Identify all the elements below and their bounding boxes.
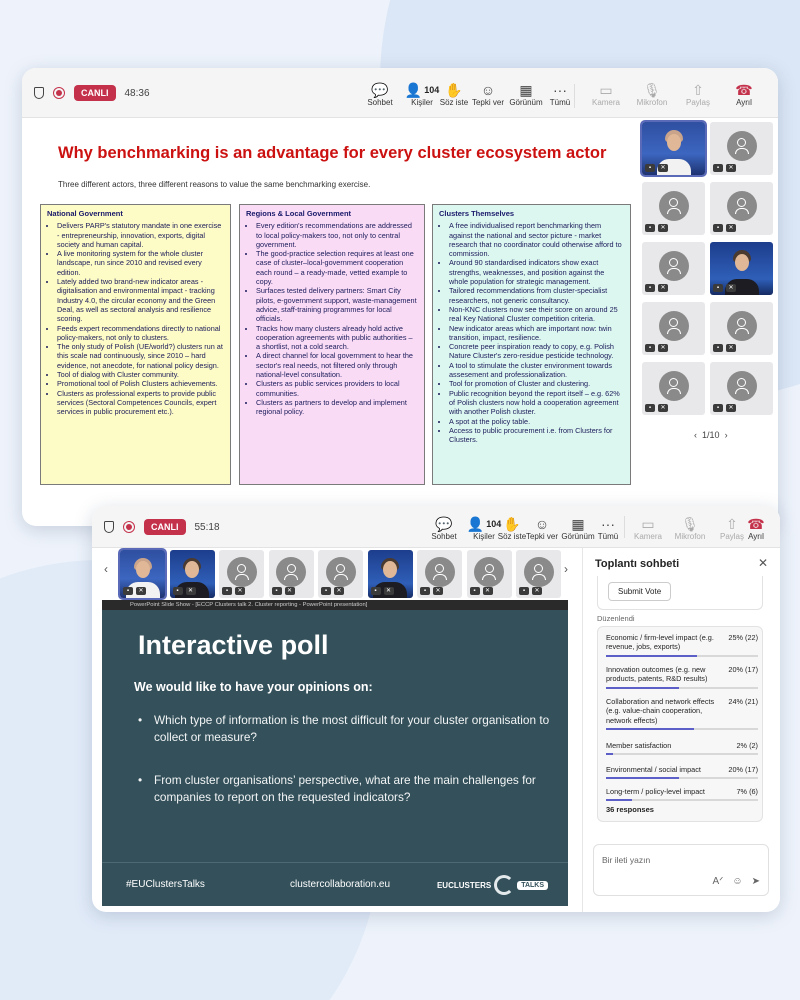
column-heading: National Government xyxy=(47,209,123,218)
participant-tile[interactable] xyxy=(642,362,705,415)
avatar-icon xyxy=(659,311,689,341)
tile-status xyxy=(713,344,736,352)
camera-off-icon: ▪ xyxy=(713,224,723,232)
leave-icon: ☎ xyxy=(735,82,753,98)
bullet-item: • Around 90 standardised indicators show exact strengths, weaknesses, and position against the whole population for strategic management. xyxy=(449,258,624,286)
bullet-item: • Public recognition beyond the report itself – e.g. 62% of Polish clusters now hold a cooperation agreement with another Polish cluster. xyxy=(449,389,624,417)
mic-muted-icon: ✕ xyxy=(433,587,443,595)
camera-off-icon: ▪ xyxy=(645,344,655,352)
camera-icon: ▭ xyxy=(641,516,655,532)
bullet-item: • Delivers PARP's statutory mandate in one exercise - entrepreneurship, innovation, exports, digital society and human capital. xyxy=(57,221,224,249)
poll-option-percent: 7% (6) xyxy=(736,787,758,796)
tile-status xyxy=(321,587,344,595)
participant-tile[interactable] xyxy=(710,242,773,295)
poll-option-bar xyxy=(606,753,758,755)
previous-poll-card xyxy=(597,576,763,610)
mic-muted-icon: ✕ xyxy=(726,284,736,292)
bullet-item: • Feeds expert recommendations directly to national policy-makers, not only to clusters. xyxy=(57,324,224,343)
bullet-item: • Lately added two brand-new indicator areas - digitalisation and environmental impact - tracking Industry 4.0, the circular economy and the Green Deal, as well as sectoral analysis and resilience scoring. xyxy=(57,277,224,323)
participant-tile[interactable] xyxy=(318,550,363,598)
poll-option-bar xyxy=(606,777,758,779)
strip-prev-icon[interactable]: ‹ xyxy=(104,562,108,576)
poll-option-bar-fill xyxy=(606,655,697,657)
chat-label: Sohbet xyxy=(367,98,393,107)
camera-off-icon: ▪ xyxy=(713,344,723,352)
tile-status xyxy=(645,224,668,232)
mic-muted-icon: ✕ xyxy=(186,587,196,595)
participant-tile[interactable] xyxy=(642,122,705,175)
shield-icon[interactable] xyxy=(104,521,114,533)
poll-option-label: Environmental / social impact xyxy=(606,765,701,774)
edited-label: Düzenlendi xyxy=(597,614,635,623)
avatar-icon xyxy=(276,557,306,587)
avatar-icon xyxy=(727,191,757,221)
slide-column xyxy=(432,204,631,485)
share-label: Paylaş xyxy=(685,98,710,107)
participant-tile[interactable] xyxy=(417,550,462,598)
tile-status xyxy=(645,404,668,412)
mic-muted-icon: ✕ xyxy=(334,587,344,595)
more-label: Tümü xyxy=(549,98,571,107)
bullet-item: • A spot at the policy table. xyxy=(449,417,624,426)
camera-off-icon: ▪ xyxy=(645,284,655,292)
mic-label: Mikrofon xyxy=(636,98,668,107)
people-icon: 👤 104 xyxy=(404,82,440,98)
bullet-item: • Promotional tool of Polish Clusters achievements. xyxy=(57,379,224,388)
shared-slide-1 xyxy=(40,120,636,520)
poll-option-label: Collaboration and network effects (e.g. value-chain cooperation, network effects) xyxy=(606,697,715,725)
participant-strip xyxy=(102,548,574,600)
poll-option-label: Innovation outcomes (e.g. new products, patents, R&D results) xyxy=(606,665,708,684)
send-icon[interactable]: ➤ xyxy=(751,876,760,887)
react-icon: ☺ xyxy=(534,516,550,532)
tile-status xyxy=(713,164,736,172)
mic-muted-icon: ✕ xyxy=(726,404,736,412)
bullet-item: • A tool to stimulate the cluster environment towards assesement and professionalization. xyxy=(449,361,624,380)
poll-option-label: Member satisfaction xyxy=(606,741,672,750)
bullet-item: • Tool of dialog with Cluster community. xyxy=(57,370,224,379)
bullet-item: • Non-KNC clusters now see their score on around 25 real Key National Cluster competition criteria. xyxy=(449,305,624,324)
bullet-item: • Concrete peer inspiration ready to copy, e.g. Polish Nature Cluster's zero-residue pesticide technology. xyxy=(449,342,624,361)
bullet-item: • Surfaces tested delivery partners: Smart City pilots, e-government support, waste-management advice, staff-training programmes for local officials. xyxy=(256,286,418,323)
bullet-item: • Every edition's recommendations are addressed to local policy-makers too, not only to central government. xyxy=(256,221,418,249)
mic-button[interactable] xyxy=(632,82,672,107)
avatar-icon xyxy=(474,557,504,587)
more-button[interactable] xyxy=(588,516,628,541)
tile-status xyxy=(713,224,736,232)
emoji-icon[interactable]: ☺ xyxy=(732,876,743,887)
people-label: Kişiler xyxy=(411,98,433,107)
raise-hand-label: Söz iste xyxy=(439,98,469,107)
meeting-window-1 xyxy=(22,68,778,526)
column-bullets xyxy=(439,221,624,444)
mic-muted-icon: ✕ xyxy=(136,587,146,595)
toolbar-separator xyxy=(624,516,625,538)
mic-muted-icon: ✕ xyxy=(235,587,245,595)
poll-option-bar-fill xyxy=(606,687,679,689)
camera-off-icon: ▪ xyxy=(713,164,723,172)
participant-tile[interactable] xyxy=(642,182,705,235)
poll-option xyxy=(606,765,758,774)
close-icon[interactable]: ✕ xyxy=(757,556,768,570)
poll-option-bar xyxy=(606,799,758,801)
poll-option xyxy=(606,787,758,796)
mic-muted-icon: ✕ xyxy=(726,224,736,232)
bullet-item: • Tailored recommendations from cluster-specialist researchers, not generic consultancy. xyxy=(449,286,624,305)
participant-tile[interactable] xyxy=(516,550,561,598)
footer-url: clustercollaboration.eu xyxy=(290,879,391,890)
share-label: Paylaş xyxy=(719,532,744,541)
bullet-item: • Clusters as professional experts to provide public services (Sectoral Competences Councils, expert services in public procurement etc.). xyxy=(57,389,224,417)
view-label: Görünüm xyxy=(509,98,543,107)
slide-column xyxy=(239,204,425,485)
bullet-item: • Tracks how many clusters already hold active cooperation agreements with public authorities – a shortlist, not a cold search. xyxy=(256,324,418,352)
poll-slide-question: We would like to have your opinions on: xyxy=(134,680,373,694)
more-label: Tümü xyxy=(597,532,619,541)
mic-muted-icon: ✕ xyxy=(726,164,736,172)
camera-off-icon: ▪ xyxy=(420,587,430,595)
react-label: Tepki ver xyxy=(471,98,504,107)
bullet-item: • The good-practice selection requires at least one case of cluster–local-government cooperation each round – a ready-made, vetted example to copy. xyxy=(256,249,418,286)
slide-column xyxy=(40,204,231,485)
poll-option-percent: 24% (21) xyxy=(728,697,758,706)
submit-vote-button[interactable]: Submit Vote xyxy=(608,582,671,601)
participant-tile[interactable] xyxy=(710,302,773,355)
raise-hand-icon: ✋ xyxy=(503,516,521,532)
toolbar-separator xyxy=(574,84,575,108)
avatar-icon xyxy=(227,557,257,587)
column-heading: Regions & Local Government xyxy=(246,209,352,218)
poll-option-percent: 20% (17) xyxy=(728,765,758,774)
bullet-item: • A live monitoring system for the whole cluster landscape, run since 2010 and revised every edition. xyxy=(57,249,224,277)
shared-slide-2 xyxy=(102,600,568,906)
mic-muted-icon: ✕ xyxy=(483,587,493,595)
poll-option-bar xyxy=(606,687,758,689)
view-icon: ▦ xyxy=(571,516,585,532)
participant-count: 104 xyxy=(486,519,502,529)
bullet-item: • The only study of Polish (UE/world?) clusters run at this scale nad continuously, since 2010 – hard evidence, not anecdote, for national policy design. xyxy=(57,342,224,370)
camera-off-icon: ▪ xyxy=(713,404,723,412)
mic-muted-icon: ✕ xyxy=(658,404,668,412)
column-bullets xyxy=(246,221,418,416)
mic-icon: 🎙 xyxy=(681,516,699,532)
message-compose-box[interactable] xyxy=(593,844,769,896)
participant-tile[interactable] xyxy=(467,550,512,598)
camera-off-icon: ▪ xyxy=(272,587,282,595)
slide-subtitle: Three different actors, three different reasons to value the same benchmarking exercise. xyxy=(58,180,371,189)
people-icon: 👤 104 xyxy=(466,516,502,532)
camera-off-icon: ▪ xyxy=(222,587,232,595)
chat-icon: 💬 xyxy=(371,82,389,98)
poll-option-bar-fill xyxy=(606,753,613,755)
poll-slide-title: Interactive poll xyxy=(138,630,329,660)
participant-count: 104 xyxy=(424,85,440,95)
camera-off-icon: ▪ xyxy=(173,587,183,595)
camera-off-icon: ▪ xyxy=(321,587,331,595)
react-icon: ☺ xyxy=(480,82,496,98)
view-icon: ▦ xyxy=(519,82,533,98)
mic-button[interactable] xyxy=(670,516,710,541)
participant-tile[interactable] xyxy=(710,362,773,415)
tile-status xyxy=(222,587,245,595)
tile-status xyxy=(519,587,542,595)
chat-button[interactable] xyxy=(360,82,400,107)
meeting-window-2 xyxy=(92,506,780,912)
camera-off-icon: ▪ xyxy=(371,587,381,595)
leave-icon: ☎ xyxy=(747,516,765,532)
meeting-toolbar-2 xyxy=(92,506,780,548)
share-icon: ⇧ xyxy=(692,82,704,98)
mic-muted-icon: ✕ xyxy=(532,587,542,595)
poll-option-percent: 20% (17) xyxy=(728,665,758,674)
poll-option xyxy=(606,665,758,684)
tile-status xyxy=(713,404,736,412)
bullet-item: • Access to public procurement i.e. from Clusters for Clusters. xyxy=(449,426,624,445)
leave-label: Ayrıl xyxy=(748,532,764,541)
bullet-item: • New indicator areas which are important now: twin transition, impact, resilience. xyxy=(449,324,624,343)
bullet-item: • A free individualised report benchmarking them against the national and sector picture - market research that no coordinator could otherwise afford to commission. xyxy=(449,221,624,258)
camera-button[interactable] xyxy=(586,82,626,107)
camera-label: Kamera xyxy=(633,532,662,541)
poll-option xyxy=(606,741,758,750)
camera-off-icon: ▪ xyxy=(645,404,655,412)
tile-status xyxy=(371,587,394,595)
chat-title: Toplantı sohbeti xyxy=(595,558,680,570)
tile-status xyxy=(470,587,493,595)
poll-option-bar xyxy=(606,655,758,657)
slide-title: Why benchmarking is an advantage for every cluster ecosystem actor xyxy=(58,144,607,162)
more-icon: ··· xyxy=(601,516,615,532)
people-label: Kişiler xyxy=(473,532,495,541)
poll-results-card xyxy=(597,626,763,822)
avatar-icon xyxy=(659,371,689,401)
mic-muted-icon: ✕ xyxy=(384,587,394,595)
tile-status xyxy=(272,587,295,595)
slideshow-titlebar: PowerPoint Slide Show - [ECCP Clusters talk 2. Cluster reporting - PowerPoint presentation] xyxy=(102,600,568,610)
camera-label: Kamera xyxy=(591,98,620,107)
camera-off-icon: ▪ xyxy=(645,164,655,172)
avatar-icon xyxy=(659,191,689,221)
poll-option-percent: 25% (22) xyxy=(728,633,758,642)
next-page-icon[interactable]: › xyxy=(724,430,728,440)
mic-muted-icon: ✕ xyxy=(658,164,668,172)
mic-muted-icon: ✕ xyxy=(285,587,295,595)
poll-option-bar-fill xyxy=(606,799,632,801)
tile-status xyxy=(645,344,668,352)
column-bullets xyxy=(47,221,224,416)
poll-option-bar xyxy=(606,728,758,730)
poll-option-bar-fill xyxy=(606,728,694,730)
participant-tile[interactable] xyxy=(642,302,705,355)
avatar-icon xyxy=(727,311,757,341)
message-input-placeholder[interactable]: Bir ileti yazın xyxy=(602,855,651,865)
poll-option-label: Long-term / policy-level impact xyxy=(606,787,705,796)
leave-label: Ayrıl xyxy=(736,98,752,107)
share-button[interactable] xyxy=(678,82,718,107)
leave-button[interactable] xyxy=(736,516,776,541)
poll-option-bar-fill xyxy=(606,777,679,779)
bullet-item: • Tool for promotion of Cluster and clustering. xyxy=(449,379,624,388)
share-icon: ⇧ xyxy=(726,516,738,532)
participant-tile[interactable] xyxy=(368,550,413,598)
poll-option xyxy=(606,697,758,725)
meeting-chat-panel xyxy=(582,548,780,912)
camera-off-icon: ▪ xyxy=(123,587,133,595)
react-label: Tepki ver xyxy=(525,532,558,541)
chat-icon: 💬 xyxy=(435,516,453,532)
participant-tile[interactable] xyxy=(170,550,215,598)
mic-icon: 🎙 xyxy=(643,82,661,98)
chat-label: Sohbet xyxy=(431,532,457,541)
slide-footer xyxy=(102,862,568,906)
raise-hand-icon: ✋ xyxy=(445,82,463,98)
mic-muted-icon: ✕ xyxy=(658,284,668,292)
avatar-icon xyxy=(425,557,455,587)
tile-status xyxy=(420,587,443,595)
camera-off-icon: ▪ xyxy=(713,284,723,292)
avatar-icon xyxy=(326,557,356,587)
avatar-icon xyxy=(524,557,554,587)
euclusters-logo: EUCLUSTERS TALKS xyxy=(437,875,548,895)
raise-hand-label: Söz iste xyxy=(497,532,527,541)
record-icon xyxy=(123,521,135,533)
hashtag: #EUClustersTalks xyxy=(126,879,205,890)
tile-status xyxy=(645,284,668,292)
mic-muted-icon: ✕ xyxy=(726,344,736,352)
avatar-icon xyxy=(659,251,689,281)
mic-muted-icon: ✕ xyxy=(658,344,668,352)
camera-button[interactable] xyxy=(628,516,668,541)
chat-button[interactable] xyxy=(424,516,464,541)
tile-status xyxy=(713,284,736,292)
leave-button[interactable] xyxy=(724,82,764,107)
record-icon xyxy=(53,87,65,99)
mic-label: Mikrofon xyxy=(674,532,706,541)
participant-tile[interactable] xyxy=(642,242,705,295)
avatar-icon xyxy=(727,131,757,161)
avatar-icon xyxy=(727,371,757,401)
poll-option-label: Economic / firm-level impact (e.g. revenue, jobs, exports) xyxy=(606,633,714,652)
participant-tile[interactable] xyxy=(269,550,314,598)
meeting-toolbar-1 xyxy=(22,68,778,118)
bullet-item: • A direct channel for local government to hear the sector's real needs, not filtered only through national-level consultation. xyxy=(256,351,418,379)
poll-slide-item: • Which type of information is the most difficult for your cluster organisation to collect or measure? xyxy=(154,712,554,746)
bullet-item: • Clusters as public services providers to local communities. xyxy=(256,379,418,398)
camera-off-icon: ▪ xyxy=(645,224,655,232)
poll-response-count: 36 responses xyxy=(606,805,654,814)
tile-status xyxy=(645,164,668,172)
more-icon: ··· xyxy=(553,82,567,98)
react-button[interactable] xyxy=(468,82,508,107)
live-badge: CANLI xyxy=(74,85,116,101)
strip-next-icon[interactable]: › xyxy=(564,562,568,576)
prev-page-icon[interactable]: ‹ xyxy=(694,430,697,440)
camera-icon: ▭ xyxy=(599,82,613,98)
mic-muted-icon: ✕ xyxy=(658,224,668,232)
react-button[interactable] xyxy=(522,516,562,541)
view-label: Görünüm xyxy=(561,532,595,541)
live-badge: CANLI xyxy=(144,519,186,535)
camera-off-icon: ▪ xyxy=(470,587,480,595)
tile-status xyxy=(173,587,196,595)
bullet-item: • Clusters as partners to develop and implement regional policy. xyxy=(256,398,418,417)
meeting-timer: 55:18 xyxy=(194,521,220,533)
logo-mark-icon xyxy=(494,875,514,895)
camera-off-icon: ▪ xyxy=(519,587,529,595)
meeting-timer: 48:36 xyxy=(124,87,150,99)
poll-option-percent: 2% (2) xyxy=(736,741,758,750)
participant-tile[interactable] xyxy=(219,550,264,598)
participant-tile[interactable] xyxy=(120,550,165,598)
shield-icon[interactable] xyxy=(34,87,44,99)
gallery-pager[interactable] xyxy=(694,430,728,440)
poll-slide-item: • From cluster organisations’ perspective, what are the main challenges for companies to report on the requested indicators? xyxy=(154,772,554,806)
format-icon[interactable]: Aᐟ xyxy=(712,876,724,887)
column-heading: Clusters Themselves xyxy=(439,209,515,218)
tile-status xyxy=(123,587,146,595)
page-indicator: 1/10 xyxy=(702,430,720,440)
poll-option xyxy=(606,633,758,652)
participant-tile[interactable] xyxy=(710,122,773,175)
participant-tile[interactable] xyxy=(710,182,773,235)
